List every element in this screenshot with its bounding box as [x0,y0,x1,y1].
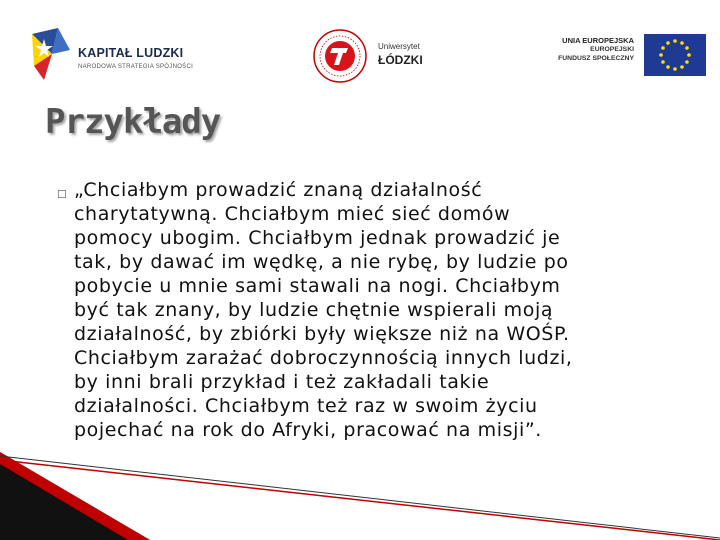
university-seal-icon [310,28,370,84]
body-line: działalności. Chciałbym też raz w swoim życiu [74,395,538,417]
body-line: „Chciałbym prowadzić znaną działalność [74,179,483,201]
uniwersytet-lodzki-logo [310,28,440,84]
body-line: działalność, by zbiórki były większe niż na WOŚP. [74,323,570,345]
slide-title: Przykłady [45,102,221,142]
body-line: pojechać na rok do Afryki, pracować na misji”. [74,419,542,441]
footer-swoosh-decoration [0,450,720,540]
eu-flag-icon [644,34,706,76]
unia-europejska-logo [548,34,720,76]
body-line: pomocy ubogim. Chciałbym jednak prowadzić je [74,227,561,249]
kapital-ludzki-title: KAPITAŁ LUDZKI [78,46,184,60]
eu-line3: FUNDUSZ SPOŁECZNY [558,55,634,62]
eu-line2: EUROPEJSKI [590,46,634,53]
university-name-line2: ŁÓDZKI [378,53,423,67]
kapital-ludzki-emblem [30,26,76,82]
logo-bar [0,0,720,100]
slide-body-text [74,178,710,442]
eu-line1: UNIA EUROPEJSKA [562,36,634,45]
body-line: Chciałbym zarażać dobroczynnością innych ludzi, [74,347,573,369]
bullet-marker: ☐ [57,188,67,201]
kapital-ludzki-logo [30,26,210,84]
body-line: pobycie u mnie sami stawali na nogi. Chciałbym [74,275,561,297]
body-line: by inni brali przykład i też zakładali takie [74,371,490,393]
eu-text-block [558,36,634,63]
body-line: charytatywną. Chciałbym mieć sieć domów [74,203,511,225]
university-name-line1: Uniwersytet [378,42,420,51]
body-line: tak, by dawać im wędkę, a nie rybę, by ludzie po [74,251,569,273]
body-line: być tak znany, by ludzie chętnie wspierali moją [74,299,554,321]
kapital-ludzki-subtitle: NARODOWA STRATEGIA SPÓJNOŚCI [78,64,194,70]
